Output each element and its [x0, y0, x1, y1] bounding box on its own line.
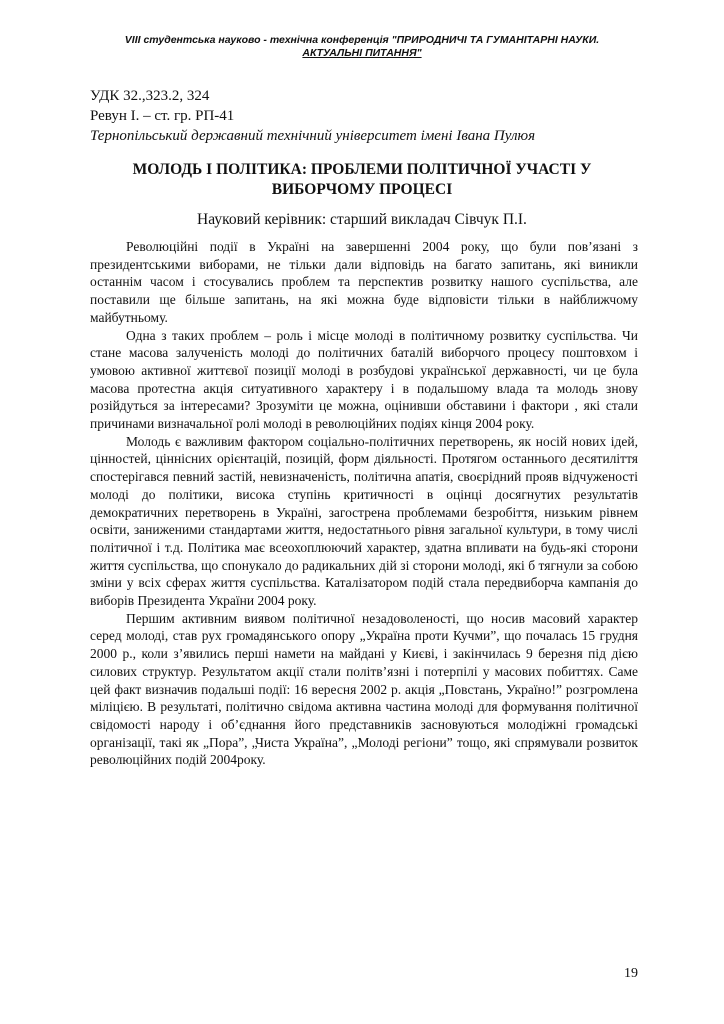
article-body: [90, 238, 638, 769]
page-number: 19: [624, 966, 638, 981]
body-paragraph: Революційні події в Україні на завершенні 2004 року, що були пов’язані з президентськими виборами, не тільки дали відповідь на багато запитань, які виникли останнім часом і стосувались проблем та перспектив розвитку нашого суспільства, але поставили ще більше запитань, на які можна буде відповісти тільки в найближчому майбутньому.: [90, 239, 638, 325]
body-paragraph: Першим активним виявом політичної незадоволеності, що носив масовий характер серед молоді, став рух громадянського опору „Україна проти Кучми”, що почалась 15 грудня 2000 р., коли з’явились перші намети на майдані у Києві, і закінчилась 9 березня під дією силових структур. Результатом акції стали політв’язні і потерпілі у масових побиттях. Саме цей факт визначив подальші події: 16 вересня 2002 р. акція „Повстань, Україно!” розгромлена міліцією. В результаті, політично свідома активна частина молоді для формування політичної свідомості народу і об’єднання його представників засновуються молодіжні громадські організації, такі як „Пора”, „Чиста Україна”, „Молоді регіони” тощо, які спрямували розвиток революційних подій 2004року.: [90, 610, 638, 768]
article-meta: [90, 86, 650, 146]
advisor-line: Науковий керівник: старший викладач Сівчук П.І.: [197, 211, 527, 228]
body-paragraph: Одна з таких проблем – роль і місце молоді в політичному розвитку суспільства. Чи стане масова залученість молоді до політичних баталій виборчого процесу поштовхом і умовою активної життєвої позиції молоді в розбудові української державності, чи це була масова протестна акція ситуативного характеру і в подальшому влада та молодь знову розійдуться за інтересами? Зрозуміти це можна, оцінивши обставини і фактори , які стали причинами визначальної ролі молоді в революційних подіях кінця 2004 року.: [90, 327, 638, 432]
udk-code: УДК 32.,323.2, 324: [90, 88, 210, 104]
article-title: МОЛОДЬ І ПОЛІТИКА: ПРОБЛЕМИ ПОЛІТИЧНОЇ УЧАСТІ У ВИБОРЧОМУ ПРОЦЕСІ: [132, 161, 592, 198]
conference-header-line1: VIII студентська науково - технічна конференція "ПРИРОДНИЧІ ТА ГУМАНІТАРНІ НАУКИ.: [124, 34, 600, 46]
author-line: Ревун І. – ст. гр. РП-41: [90, 108, 235, 124]
affiliation: Тернопільський державний технічний університет імені Івана Пулюя: [90, 128, 536, 144]
conference-header-line2: АКТУАЛЬНІ ПИТАННЯ": [302, 47, 422, 59]
conference-header: [90, 34, 634, 60]
body-paragraph: Молодь є важливим фактором соціально-політичних перетворень, як носій нових ідей, цінностей, ціннісних орієнтацій, позицій, форм діяльності. Протягом останнього десятиліття спостерігався певний застій, невизначеність, політична апатія, своєрідний прояв відчуженості молоді до політики, висока ступінь критичності в оцінці досягнутих результатів демократичних перетворень в Україні, загострена проблемами безробіття, низьким рівнем освіти, заниженими стандартами життя, недостатнього рівня загальної культури, в тому числі політичної і т.д. Політика має всеохоплюючий характер, здатна впливати на будь-які сторони життя суспільства, що спонукало до радикальних дій зі сторони молоді, які б тягнули за собою зміни у всіх сферах життя суспільства. Каталізатором подій стала передвиборча кампанія до виборів Президента України 2004 року.: [90, 433, 638, 609]
